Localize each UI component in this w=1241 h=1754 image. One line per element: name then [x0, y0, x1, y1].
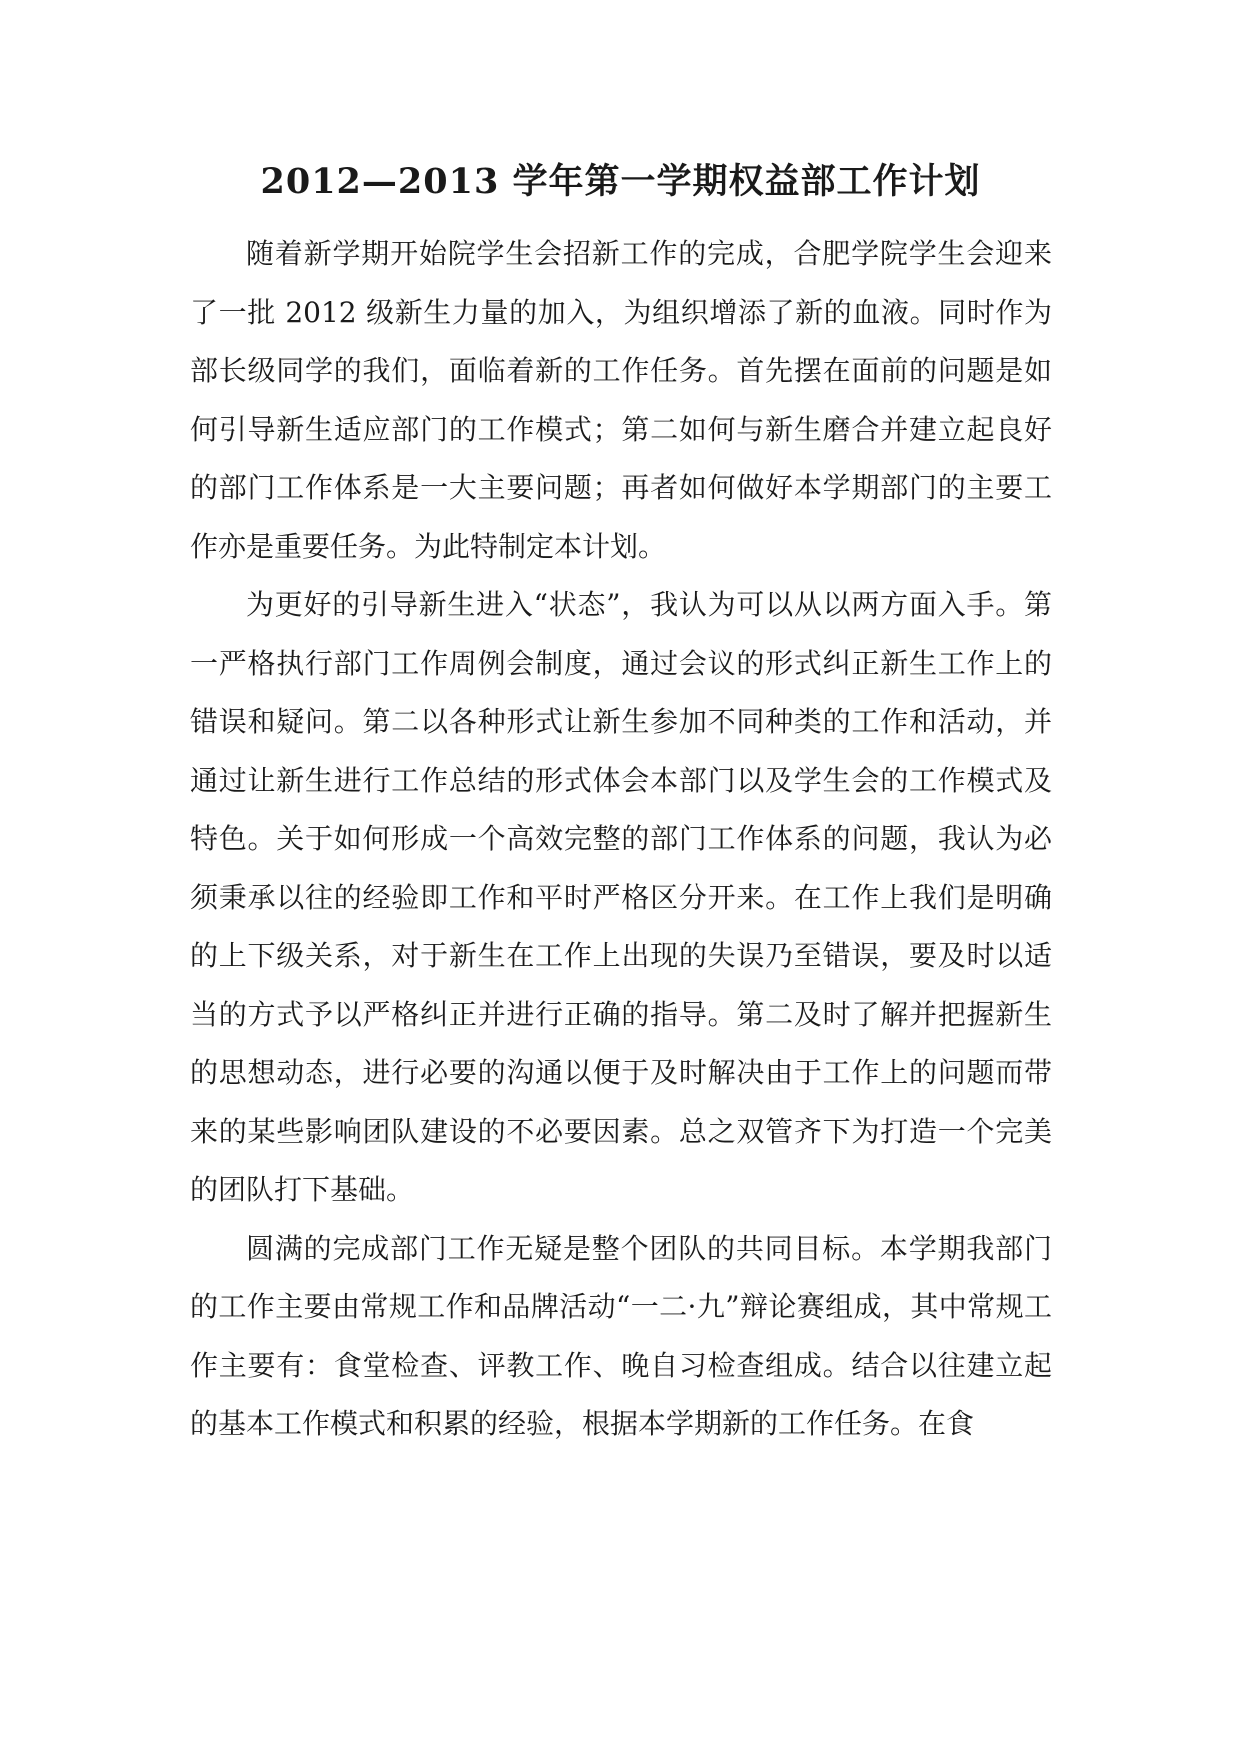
- document-title: 2012—2013 学年第一学期权益部工作计划: [260, 161, 981, 202]
- paragraph-guidance: 为更好的引导新生进入“状态”，我认为可以从以两方面入手。第一严格执行部门工作周例会制度，通过会议的形式纠正新生工作上的错误和疑问。第二以各种形式让新生参加不同种类的工作和活动，并通过让新生进行工作总结的形式体会本部门以及学生会的工作模式及特色。关于如何形成一个高效完整的部门工作体系的问题，我认为必须秉承以往的经验即工作和平时严格区分开来。在工作上我们是明确的上下级关系，对于新生在工作上出现的失误乃至错误，要及时以适当的方式予以严格纠正并进行正确的指导。第二及时了解并把握新生的思想动态，进行必要的沟通以便于及时解决由于工作上的问题而带来的某些影响团队建设的不必要因素。总之双管齐下为打造一个完美的团队打下基础。: [190, 588, 1052, 1206]
- paragraph-work-goals: 圆满的完成部门工作无疑是整个团队的共同目标。本学期我部门的工作主要由常规工作和品牌活动“一二·九”辩论赛组成，其中常规工作主要有：食堂检查、评教工作、晚自习检查组成。结合以往建立起的基本工作模式和积累的经验，根据本学期新的工作任务。在食: [190, 1231, 1052, 1440]
- paragraph-intro: 随着新学期开始院学生会招新工作的完成，合肥学院学生会迎来了一批 2012 级新生力量的加入，为组织增添了新的血液。同时作为部长级同学的我们，面临着新的工作任务。首先摆在面前的问题是如何引导新生适应部门的工作模式；第二如何与新生磨合并建立起良好的部门工作体系是一大主要问题；再者如何做好本学期部门的主要工作亦是重要任务。为此特制定本计划。: [190, 237, 1052, 563]
- document-body: [190, 225, 1052, 1454]
